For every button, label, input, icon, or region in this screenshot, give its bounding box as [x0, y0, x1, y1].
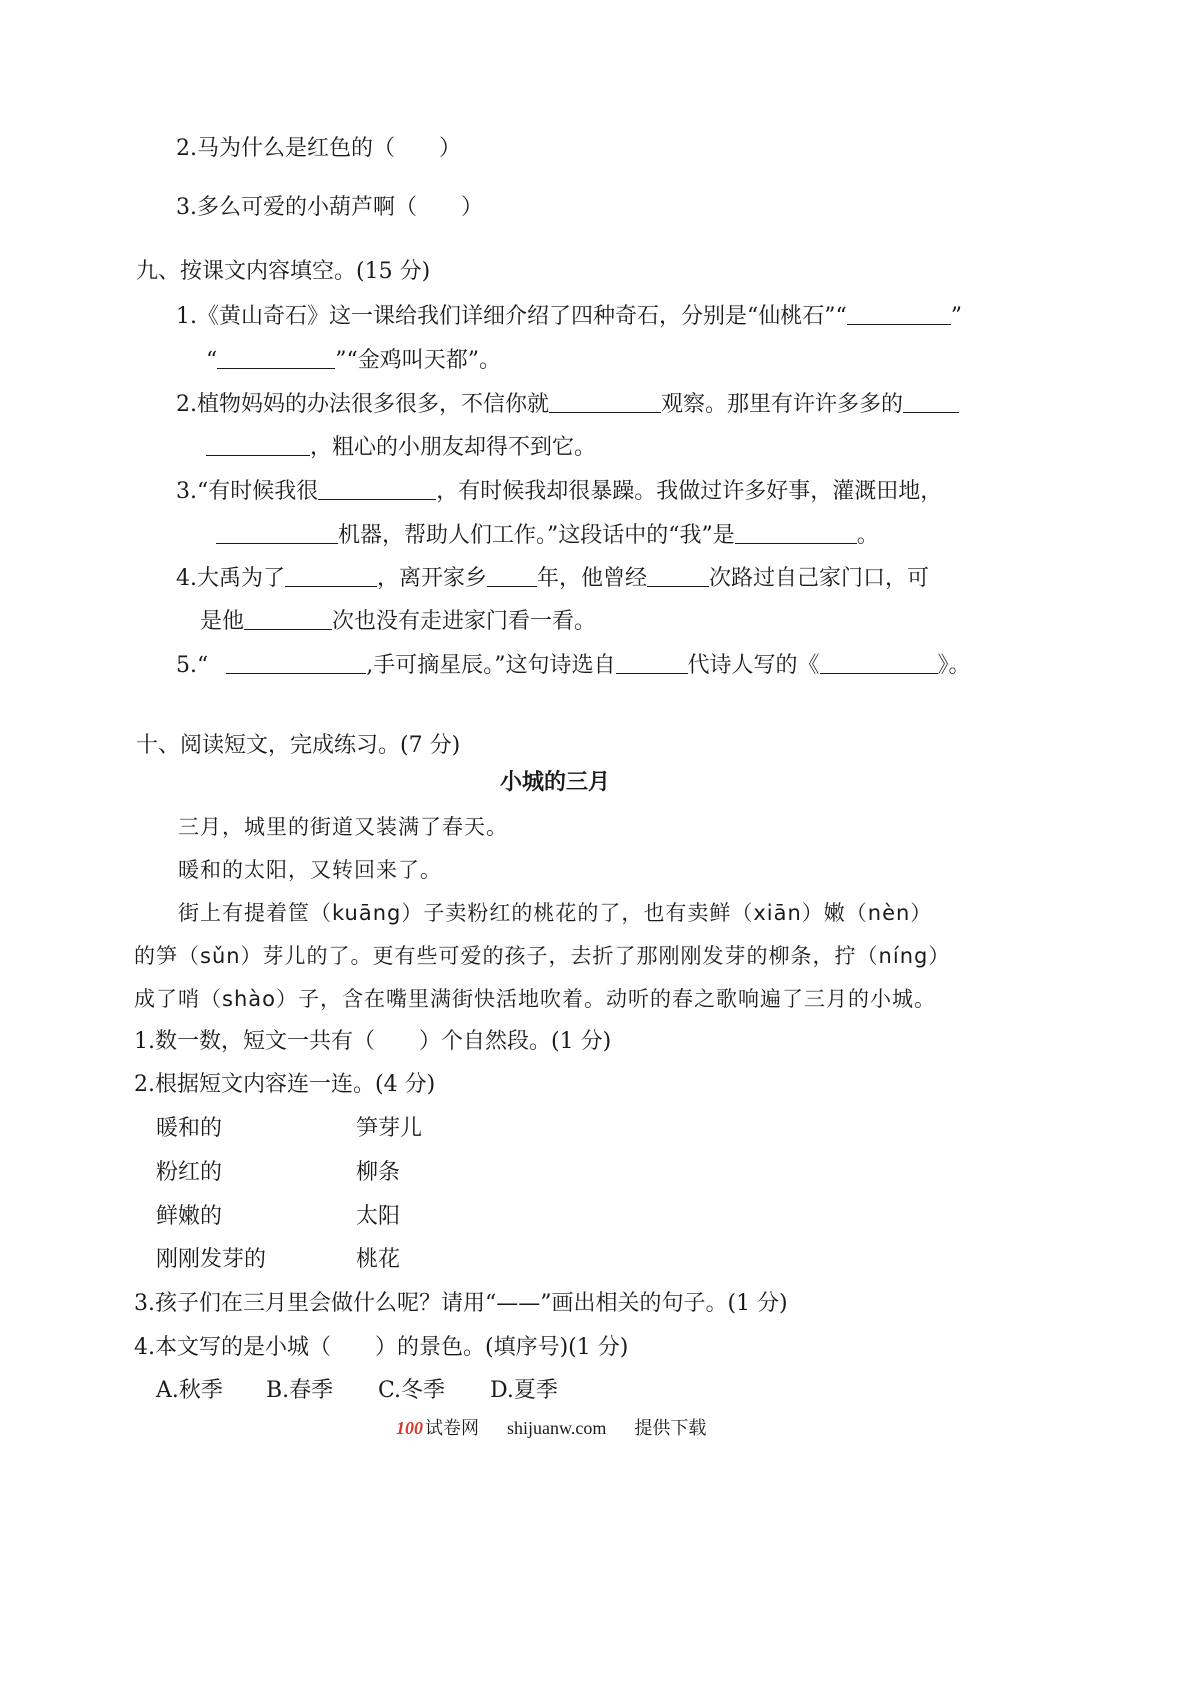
s9-q2-text-c: ，粗心的小朋友却得不到它。	[310, 435, 597, 460]
s9-q1-line1	[176, 302, 962, 332]
passage-para-3-line-2: 的笋（sǔn）芽儿的了。更有些可爱的孩子，去折了那刚刚发芽的柳条，拧（níng）	[134, 944, 951, 968]
s9-q2-line2	[206, 433, 596, 463]
fill-blank[interactable]	[217, 346, 335, 369]
fill-blank[interactable]	[285, 564, 377, 587]
fill-blank[interactable]	[903, 390, 959, 413]
s9-q4-line2	[200, 607, 596, 637]
s9-q3-line2	[216, 521, 879, 551]
s9-q2-text-a: 2.植物妈妈的办法很多很多，不信你就	[176, 392, 549, 417]
question-8-item-3: 3.多么可爱的小葫芦啊（ ）	[176, 195, 483, 220]
s9-q3-text-d: 。	[856, 523, 879, 548]
fill-blank[interactable]	[735, 521, 857, 544]
fill-blank[interactable]	[318, 477, 436, 500]
s9-q3-text-c: 机器，帮助人们工作。”这段话中的“我”是	[338, 523, 735, 548]
fill-blank[interactable]	[216, 521, 338, 544]
s9-q3-text-a: 3.“有时候我很	[176, 479, 319, 504]
s9-q1-line2	[206, 346, 501, 376]
fill-blank[interactable]	[847, 302, 951, 325]
s9-q5-line	[176, 651, 971, 681]
s9-q4-line1	[176, 564, 929, 594]
s9-q4-text-b: ，离开家乡	[377, 566, 488, 591]
fill-blank[interactable]	[616, 651, 688, 674]
s9-q1-text-c: “	[206, 348, 218, 373]
s9-q1-text-d: ”“金鸡叫天都”。	[335, 348, 501, 373]
passage-para-1: 三月，城里的街道又装满了春天。	[178, 815, 508, 839]
fill-blank[interactable]	[487, 564, 537, 587]
fill-blank[interactable]	[226, 651, 366, 674]
site-logo: 100	[396, 1418, 423, 1438]
s9-q2-line1	[176, 390, 959, 420]
s9-q1-text-b: ”	[950, 304, 962, 329]
section-10-heading: 十、阅读短文，完成练习。(7 分)	[136, 733, 461, 758]
s9-q4-text-a: 4.大禹为了	[176, 566, 285, 591]
answer-option[interactable]: D.夏季	[490, 1378, 558, 1403]
footer-note: 提供下载	[634, 1418, 707, 1438]
answer-option[interactable]: C.冬季	[378, 1378, 446, 1403]
s10-question-2: 2.根据短文内容连一连。(4 分)	[134, 1072, 436, 1097]
s9-q1-text-a: 1.《黄山奇石》这一课给我们详细介绍了四种奇石，分别是“仙桃石”“	[176, 304, 847, 329]
fill-blank[interactable]	[244, 607, 332, 630]
passage-title: 小城的三月	[500, 770, 611, 795]
fill-blank[interactable]	[647, 564, 709, 587]
answer-option[interactable]: B.春季	[266, 1378, 334, 1403]
match-left-item[interactable]: 暖和的	[156, 1116, 223, 1141]
s9-q5-text-b: ,手可摘星辰。”这句诗选自	[366, 653, 616, 678]
footer	[396, 1414, 706, 1440]
s9-q3-line1	[176, 477, 942, 507]
passage-para-2: 暖和的太阳，又转回来了。	[178, 858, 442, 882]
s9-q5-text-c: 代诗人写的《	[687, 653, 820, 678]
question-8-item-2: 2.马为什么是红色的（ ）	[176, 136, 461, 161]
s10-question-1: 1.数一数，短文一共有（ ）个自然段。(1 分)	[134, 1029, 612, 1054]
s9-q2-text-b: 观察。那里有许许多多的	[661, 392, 904, 417]
passage-para-3-line-3: 成了哨（shào）子，含在嘴里满街快活地吹着。动听的春之歌响遍了三月的小城。	[134, 987, 936, 1011]
match-left-item[interactable]: 粉红的	[156, 1160, 223, 1185]
fill-blank[interactable]	[206, 433, 310, 456]
s9-q3-text-b: ，有时候我却很暴躁。我做过许多好事，灌溉田地，	[436, 479, 943, 504]
fill-blank[interactable]	[820, 651, 938, 674]
match-right-item[interactable]: 桃花	[356, 1247, 401, 1272]
passage-para-3-line-1: 街上有提着筐（kuāng）子卖粉红的桃花的了，也有卖鲜（xiān）嫩（nèn）	[178, 901, 933, 925]
footer-site-name: 试卷网	[425, 1418, 479, 1438]
footer-domain[interactable]: shijuanw.com	[507, 1418, 607, 1438]
match-left-item[interactable]: 鲜嫩的	[156, 1204, 223, 1229]
s9-q4-text-c: 年，他曾经	[537, 566, 648, 591]
section-9-heading: 九、按课文内容填空。(15 分)	[136, 259, 431, 284]
s9-q4-text-f: 次也没有走进家门看一看。	[332, 609, 597, 634]
s9-q4-text-d: 次路过自己家门口，可	[709, 566, 930, 591]
match-right-item[interactable]: 太阳	[356, 1204, 401, 1229]
s9-q5-text-d: 》。	[937, 653, 971, 678]
s9-q4-text-e: 是他	[200, 609, 245, 634]
s9-q5-text-a: 5.“	[176, 653, 209, 678]
match-left-item[interactable]: 刚刚发芽的	[156, 1247, 267, 1272]
fill-blank[interactable]	[549, 390, 661, 413]
s10-question-4: 4.本文写的是小城（ ）的景色。(填序号)(1 分)	[134, 1335, 629, 1360]
match-right-item[interactable]: 笋芽儿	[356, 1116, 423, 1141]
answer-option[interactable]: A.秋季	[156, 1378, 223, 1403]
s10-question-3: 3.孩子们在三月里会做什么呢？请用“——”画出相关的句子。(1 分)	[134, 1291, 788, 1316]
match-right-item[interactable]: 柳条	[356, 1160, 401, 1185]
